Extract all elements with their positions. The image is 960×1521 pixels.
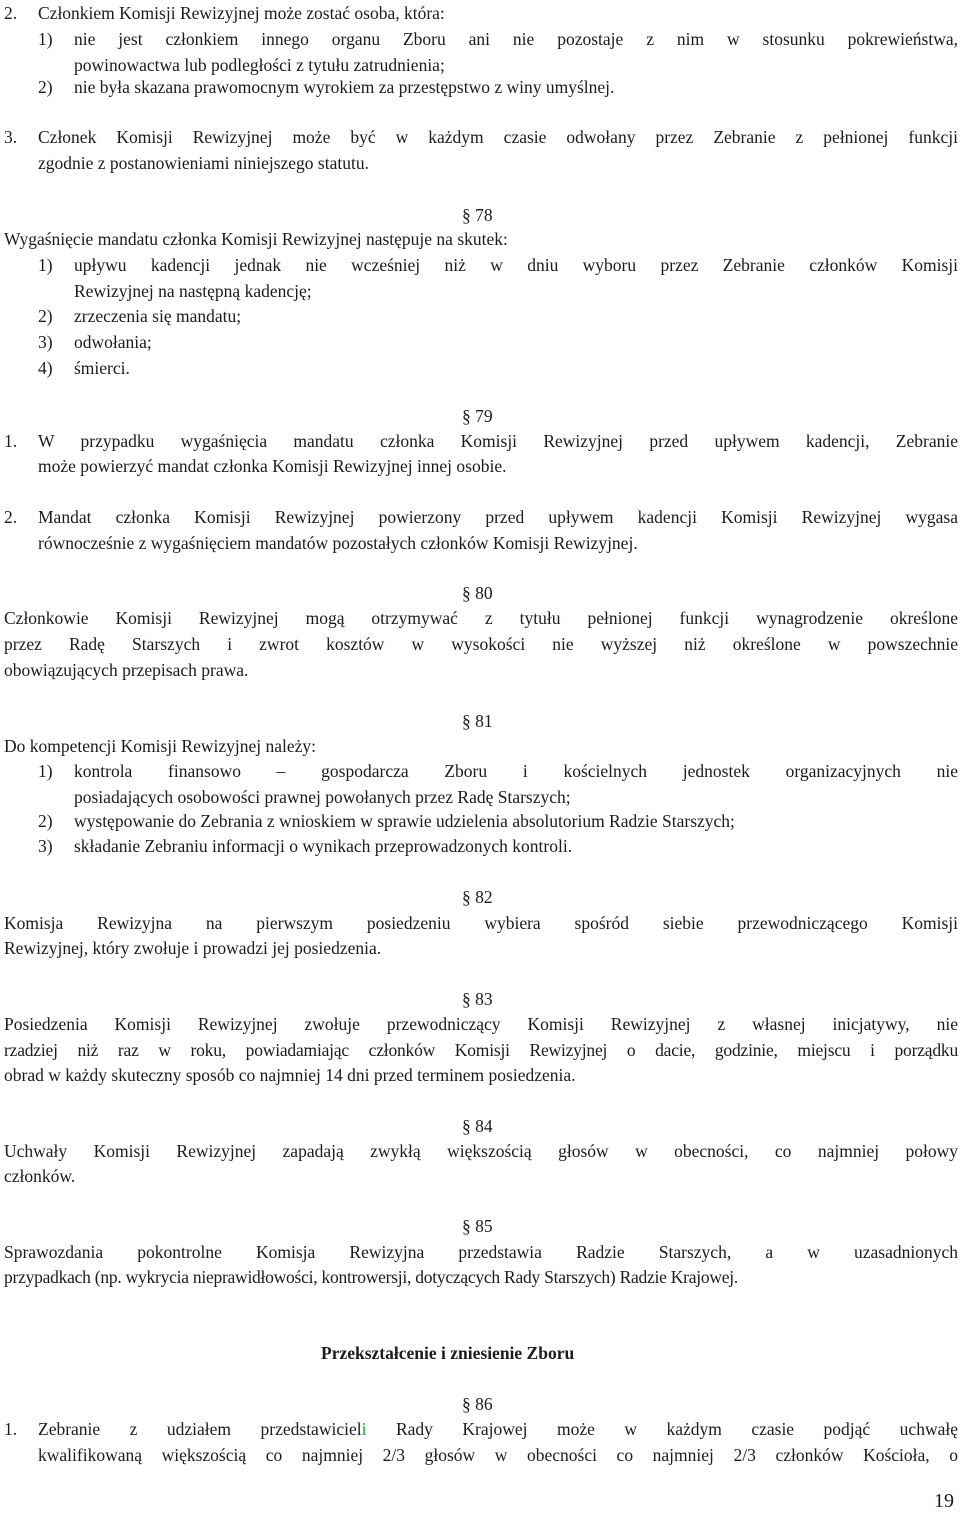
section-text: obowiązujących przepisach prawa. bbox=[4, 660, 249, 680]
highlighted-letter: i bbox=[361, 1419, 367, 1439]
list-item-text: upływu kadencji jednak nie wcześniej niż w dniu wyboru przez Zebranie członków Komisji bbox=[74, 255, 958, 275]
list-number: 1) bbox=[38, 761, 53, 781]
paragraph-text: może powierzyć mandat członka Komisji Rewizyjnej innej osobie. bbox=[38, 456, 507, 476]
list-item-text: nie jest członkiem innego organu Zboru ani nie pozostaje z nim w stosunku pokrewieństwa, bbox=[74, 29, 958, 49]
section-text: Uchwały Komisji Rewizyjnej zapadają zwykłą większością głosów w obecności, co najmniej połowy bbox=[4, 1141, 958, 1161]
paragraph-number: 2. bbox=[4, 3, 18, 23]
section-title: § 81 bbox=[462, 711, 493, 731]
list-item-text: zrzeczenia się mandatu; bbox=[74, 306, 242, 326]
paragraph-number: 2. bbox=[4, 507, 18, 527]
list-item-text: Rewizyjnej na następną kadencję; bbox=[74, 281, 312, 301]
list-number: 2) bbox=[38, 306, 53, 326]
list-item-text: kontrola finansowo – gospodarcza Zboru i kościelnych jednostek organizacyjnych nie bbox=[74, 761, 958, 781]
section-text: przez Radę Starszych i zwrot kosztów w wysokości nie wyższej niż określone w powszechnie bbox=[4, 634, 958, 654]
list-number: 4) bbox=[38, 358, 53, 378]
section-title: § 83 bbox=[462, 989, 493, 1009]
section-text: Komisja Rewizyjna na pierwszym posiedzeniu wybiera spośród siebie przewodniczącego Komisji bbox=[4, 913, 958, 933]
list-number: 3) bbox=[38, 332, 53, 352]
section-intro: Wygaśnięcie mandatu członka Komisji Rewizyjnej następuje na skutek: bbox=[4, 229, 508, 249]
text-run: Rady Krajowej może w każdym czasie podjąć uchwałę bbox=[366, 1419, 958, 1439]
section-text: Członkowie Komisji Rewizyjnej mogą otrzymywać z tytułu pełnionej funkcji wynagrodzenie określone bbox=[4, 608, 958, 628]
list-number: 2) bbox=[38, 811, 53, 831]
paragraph-text: Członek Komisji Rewizyjnej może być w każdym czasie odwołany przez Zebranie z pełnionej funkcji bbox=[38, 127, 958, 147]
chapter-heading: Przekształcenie i zniesienie Zboru bbox=[321, 1343, 575, 1363]
section-title: § 82 bbox=[462, 887, 493, 907]
list-item-text: śmierci. bbox=[74, 358, 130, 378]
section-title: § 85 bbox=[462, 1216, 493, 1236]
page-number: 19 bbox=[934, 1490, 954, 1512]
section-title: § 80 bbox=[462, 583, 493, 603]
list-item-text: nie była skazana prawomocnym wyrokiem za przestępstwo z winy umyślnej. bbox=[74, 77, 615, 97]
list-item-text: składanie Zebraniu informacji o wynikach przeprowadzonych kontroli. bbox=[74, 836, 573, 856]
list-number: 2) bbox=[38, 77, 53, 97]
paragraph-text: W przypadku wygaśnięcia mandatu członka Komisji Rewizyjnej przed upływem kadencji, Zebranie bbox=[38, 431, 958, 451]
paragraph-text: kwalifikowaną większością co najmniej 2/3 głosów w obecności co najmniej 2/3 członków Kościoła, o bbox=[38, 1445, 958, 1465]
section-text: Posiedzenia Komisji Rewizyjnej zwołuje przewodniczący Komisji Rewizyjnej z własnej inicjatywy, nie bbox=[4, 1014, 958, 1034]
list-item-text: powinowactwa lub podległości z tytułu zatrudnienia; bbox=[74, 55, 445, 75]
paragraph-number: 3. bbox=[4, 127, 18, 147]
section-text: obrad w każdy skuteczny sposób co najmniej 14 dni przed terminem posiedzenia. bbox=[4, 1065, 576, 1085]
section-text: Sprawozdania pokontrolne Komisja Rewizyjna przedstawia Radzie Starszych, a w uzasadnionych bbox=[4, 1242, 958, 1262]
list-number: 1) bbox=[38, 255, 53, 275]
paragraph-text: równocześnie z wygaśnięciem mandatów pozostałych członków Komisji Rewizyjnej. bbox=[38, 533, 638, 553]
section-title: § 79 bbox=[462, 406, 493, 426]
section-text: przypadkach (np. wykrycia nieprawidłowości, kontrowersji, dotyczących Rady Starszych) Radzie Krajowej. bbox=[4, 1267, 739, 1287]
list-item-text: odwołania; bbox=[74, 332, 152, 352]
paragraph-number: 1. bbox=[4, 431, 18, 451]
section-text: Rewizyjnej, który zwołuje i prowadzi jej posiedzenia. bbox=[4, 938, 382, 958]
section-intro: Do kompetencji Komisji Rewizyjnej należy: bbox=[4, 736, 317, 756]
paragraph-text: Członkiem Komisji Rewizyjnej może zostać osoba, która: bbox=[38, 3, 445, 23]
paragraph-text: zgodnie z postanowieniami niniejszego statutu. bbox=[38, 153, 369, 173]
paragraph-text: Mandat członka Komisji Rewizyjnej powierzony przed upływem kadencji Komisji Rewizyjnej wygasa bbox=[38, 507, 958, 527]
section-text: członków. bbox=[4, 1166, 76, 1186]
text-run: Zebranie z udziałem przedstawiciel bbox=[38, 1419, 362, 1439]
section-title: § 86 bbox=[462, 1394, 493, 1414]
paragraph-text bbox=[38, 1416, 958, 1442]
section-text: rzadziej niż raz w roku, powiadamiając członków Komisji Rewizyjnej o dacie, godzinie, miejscu i porządku bbox=[4, 1040, 958, 1060]
list-number: 1) bbox=[38, 29, 53, 49]
paragraph-number: 1. bbox=[4, 1419, 18, 1439]
list-item-text: występowanie do Zebrania z wnioskiem w sprawie udzielenia absolutorium Radzie Starszych; bbox=[74, 811, 735, 831]
list-number: 3) bbox=[38, 836, 53, 856]
section-title: § 84 bbox=[462, 1116, 493, 1136]
section-title: § 78 bbox=[462, 205, 493, 225]
list-item-text: posiadających osobowości prawnej powołanych przez Radę Starszych; bbox=[74, 787, 571, 807]
